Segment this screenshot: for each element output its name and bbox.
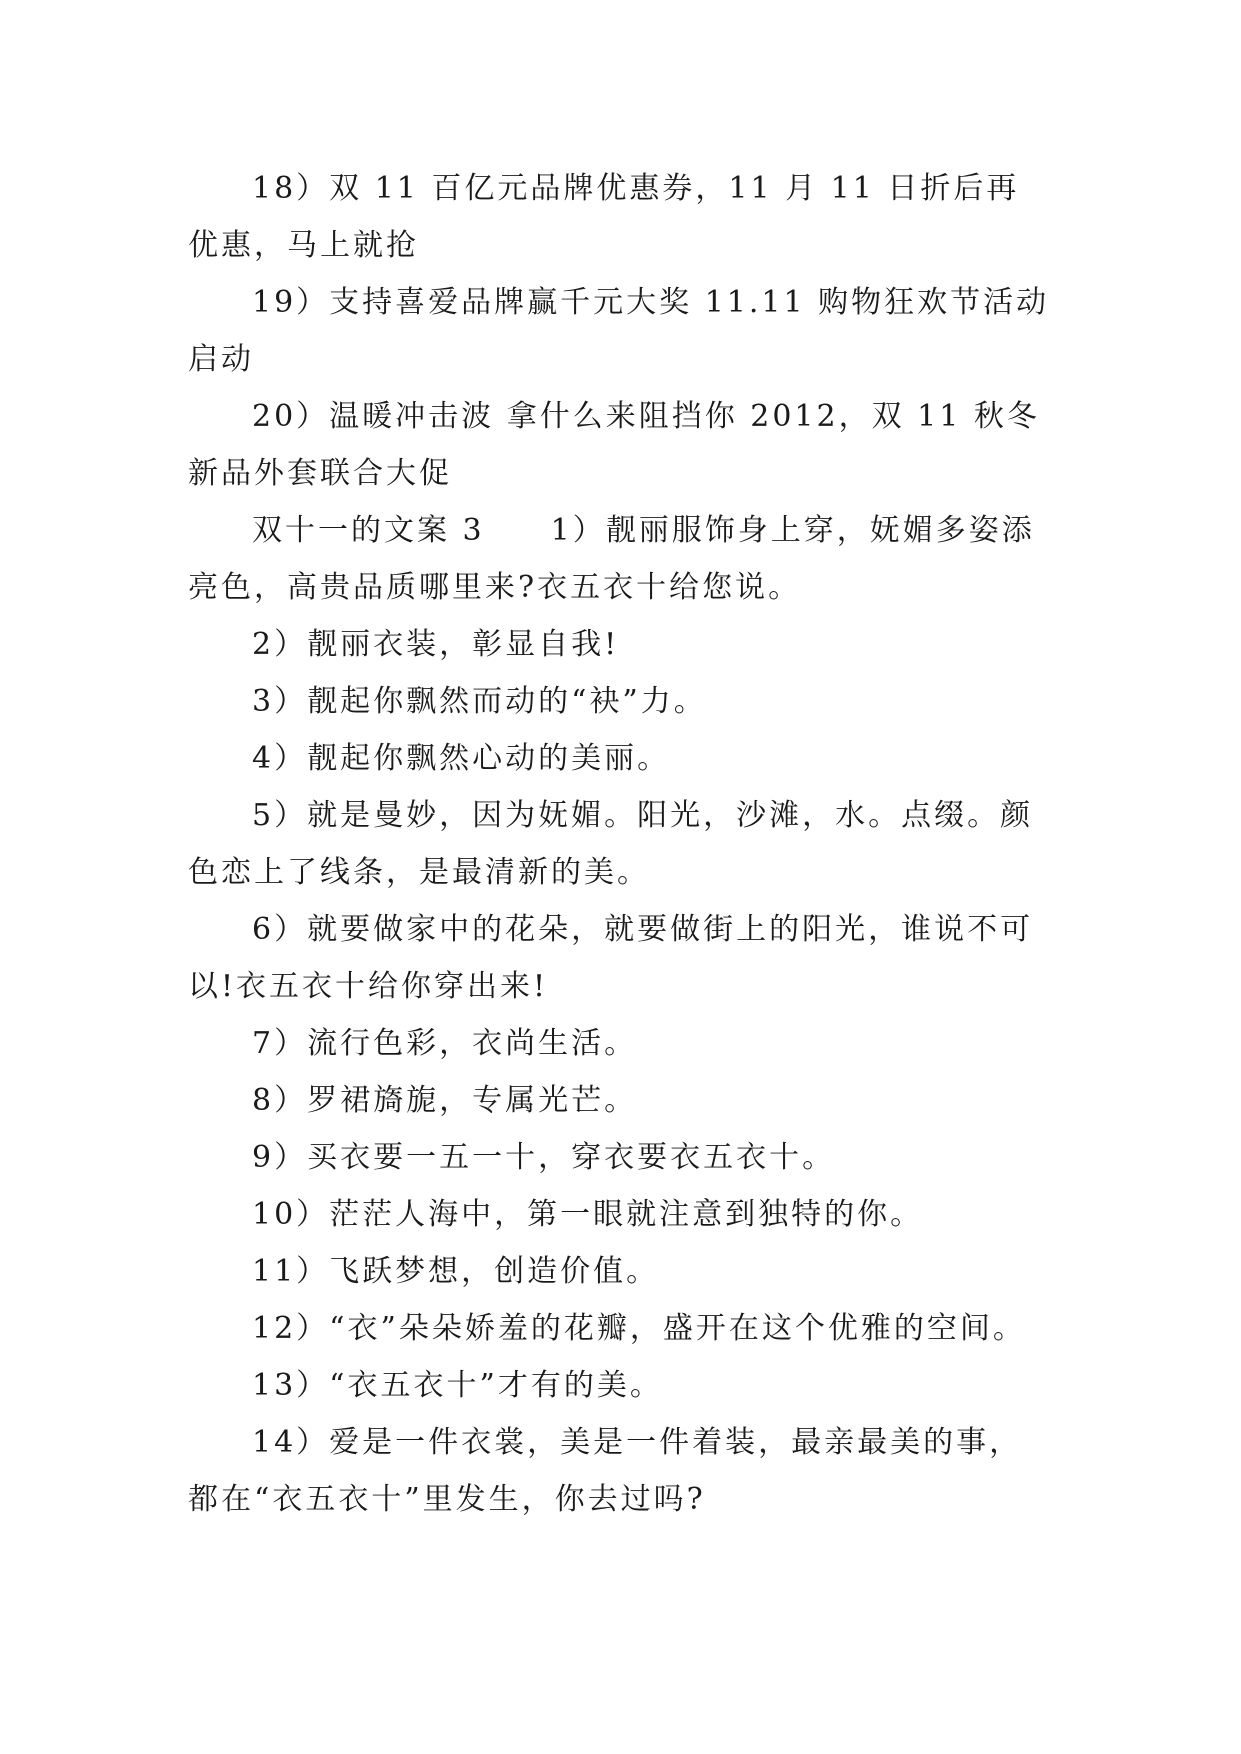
paragraph-item-11: 11）飞跃梦想，创造价值。 bbox=[252, 1254, 660, 1289]
paragraph-item-10: 10）茫茫人海中，第一眼就注意到独特的你。 bbox=[252, 1197, 924, 1232]
paragraph-item-4: 4）靓起你飘然心动的美丽。 bbox=[252, 741, 671, 776]
paragraph-item-2: 2）靓丽衣装，彰显自我! bbox=[252, 627, 620, 662]
paragraph-19: 19）支持喜爱品牌赢千元大奖 11.11 购物狂欢节活动启动 bbox=[188, 285, 1050, 377]
paragraph-item-13: 13）“衣五衣十”才有的美。 bbox=[252, 1368, 663, 1403]
paragraph-item-5: 5）就是曼妙，因为妩媚。阳光，沙滩，水。点缀。颜色恋上了线条，是最清新的美。 bbox=[188, 798, 1034, 890]
document-body bbox=[188, 160, 1050, 1528]
paragraph-item-14: 14）爱是一件衣裳，美是一件着装，最亲最美的事，都在“衣五衣十”里发生，你去过吗? bbox=[188, 1425, 1023, 1517]
paragraph-item-9: 9）买衣要一五一十，穿衣要衣五衣十。 bbox=[252, 1140, 836, 1175]
paragraph-item-12: 12）“衣”朵朵娇羞的花瓣，盛开在这个优雅的空间。 bbox=[252, 1311, 1026, 1346]
paragraph-20: 20）温暖冲击波 拿什么来阻挡你 2012，双 11 秋冬新品外套联合大促 bbox=[188, 399, 1040, 491]
paragraph-item-6: 6）就要做家中的花朵，就要做街上的阳光，谁说不可以!衣五衣十给你穿出来! bbox=[188, 912, 1034, 1004]
paragraph-18: 18）双 11 百亿元品牌优惠券，11 月 11 日折后再优惠，马上就抢 bbox=[188, 171, 1020, 263]
paragraph-section-3-item-1: 双十一的文案 3 1）靓丽服饰身上穿，妩媚多姿添亮色，高贵品质哪里来?衣五衣十给您说。 bbox=[188, 513, 1035, 605]
paragraph-item-7: 7）流行色彩，衣尚生活。 bbox=[252, 1026, 638, 1061]
paragraph-item-3: 3）靓起你飘然而动的“袂”力。 bbox=[252, 684, 707, 719]
paragraph-item-8: 8）罗裙旖旎，专属光芒。 bbox=[252, 1083, 638, 1118]
